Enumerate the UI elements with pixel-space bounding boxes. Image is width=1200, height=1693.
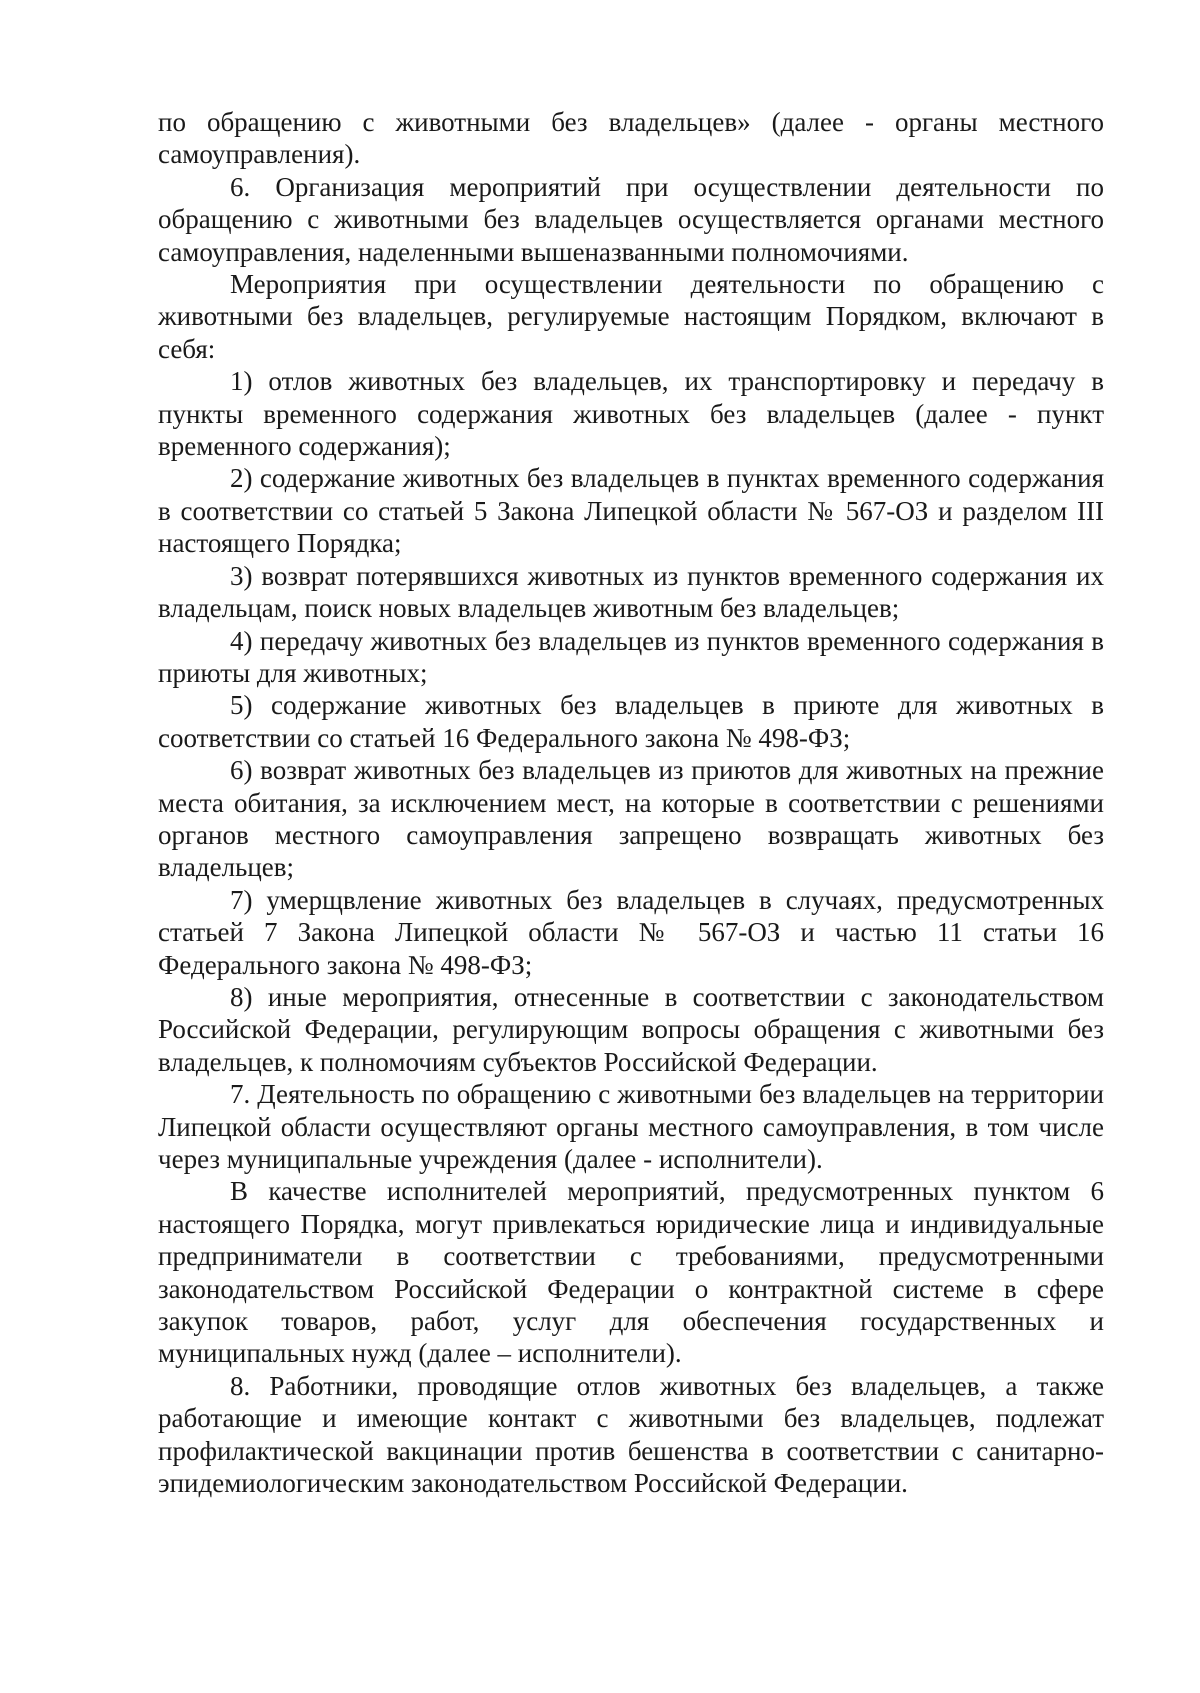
paragraph-item-8: 8. Работники, проводящие отлов животных без владельцев, а также работающие и имеющие контакт с животными без владельцев, подлежат профилактической вакцинации против бешенства в соответствии с санитарно-эпидемиологическим законодательством Российской Федерации.	[158, 1370, 1104, 1499]
list-item-6: 6) возврат животных без владельцев из приютов для животных на прежние места обитания, за исключением мест, на которые в соответствии с решениями органов местного самоуправления запрещено возвращать животных без владельцев;	[158, 755, 1104, 883]
list-item-8: 8) иные мероприятия, отнесенные в соответствии с законодательством Российской Федерации, регулирующим вопросы обращения с животными без владельцев, к полномочиям субъектов Российской Федерации.	[158, 981, 1104, 1077]
paragraph-item-6: 6. Организация мероприятий при осуществлении деятельности по обращению с животными без владельцев осуществляется органами местного самоуправления, наделенными вышеназванными полномочиями.	[158, 171, 1104, 267]
list-item-2: 2) содержание животных без владельцев в пунктах временного содержания в соответствии со статьей 5 Закона Липецкой области № 567-ОЗ и разделом III настоящего Порядка;	[158, 463, 1104, 559]
paragraph-continuation: по обращению с животными без владельцев» (далее - органы местного самоуправления).	[158, 107, 1104, 170]
list-item-1: 1) отлов животных без владельцев, их транспортировку и передачу в пункты временного содержания животных без владельцев (далее - пункт временного содержания);	[158, 366, 1104, 462]
list-item-3: 3) возврат потерявшихся животных из пунктов временного содержания их владельцам, поиск новых владельцев животным без владельцев;	[158, 560, 1104, 624]
paragraph-executors: В качестве исполнителей мероприятий, предусмотренных пунктом 6 настоящего Порядка, могут привлекаться юридические лица и индивидуальные предприниматели в соответствии с требованиями, предусмотренными законодательством Российской Федерации о контрактной системе в сфере закупок товаров, работ, услуг для обеспечения государственных и муниципальных нужд (далее – исполнители).	[158, 1176, 1104, 1369]
paragraph-item-7: 7. Деятельность по обращению с животными без владельцев на территории Липецкой области осуществляют органы местного самоуправления, в том числе через муниципальные учреждения (далее - исполнители).	[158, 1079, 1104, 1174]
list-item-5: 5) содержание животных без владельцев в приюте для животных в соответствии со статьей 16 Федерального закона № 498-ФЗ;	[158, 690, 1104, 753]
list-item-4: 4) передачу животных без владельцев из пунктов временного содержания в приюты для животных;	[158, 625, 1104, 688]
document-body	[158, 106, 1104, 1499]
paragraph-measures-intro: Мероприятия при осуществлении деятельности по обращению с животными без владельцев, регулируемые настоящим Порядком, включают в себя:	[158, 269, 1104, 364]
list-item-7: 7) умерщвление животных без владельцев в случаях, предусмотренных статьей 7 Закона Липецкой области № 567-ОЗ и частью 11 статьи 16 Федерального закона № 498-ФЗ;	[158, 884, 1104, 980]
